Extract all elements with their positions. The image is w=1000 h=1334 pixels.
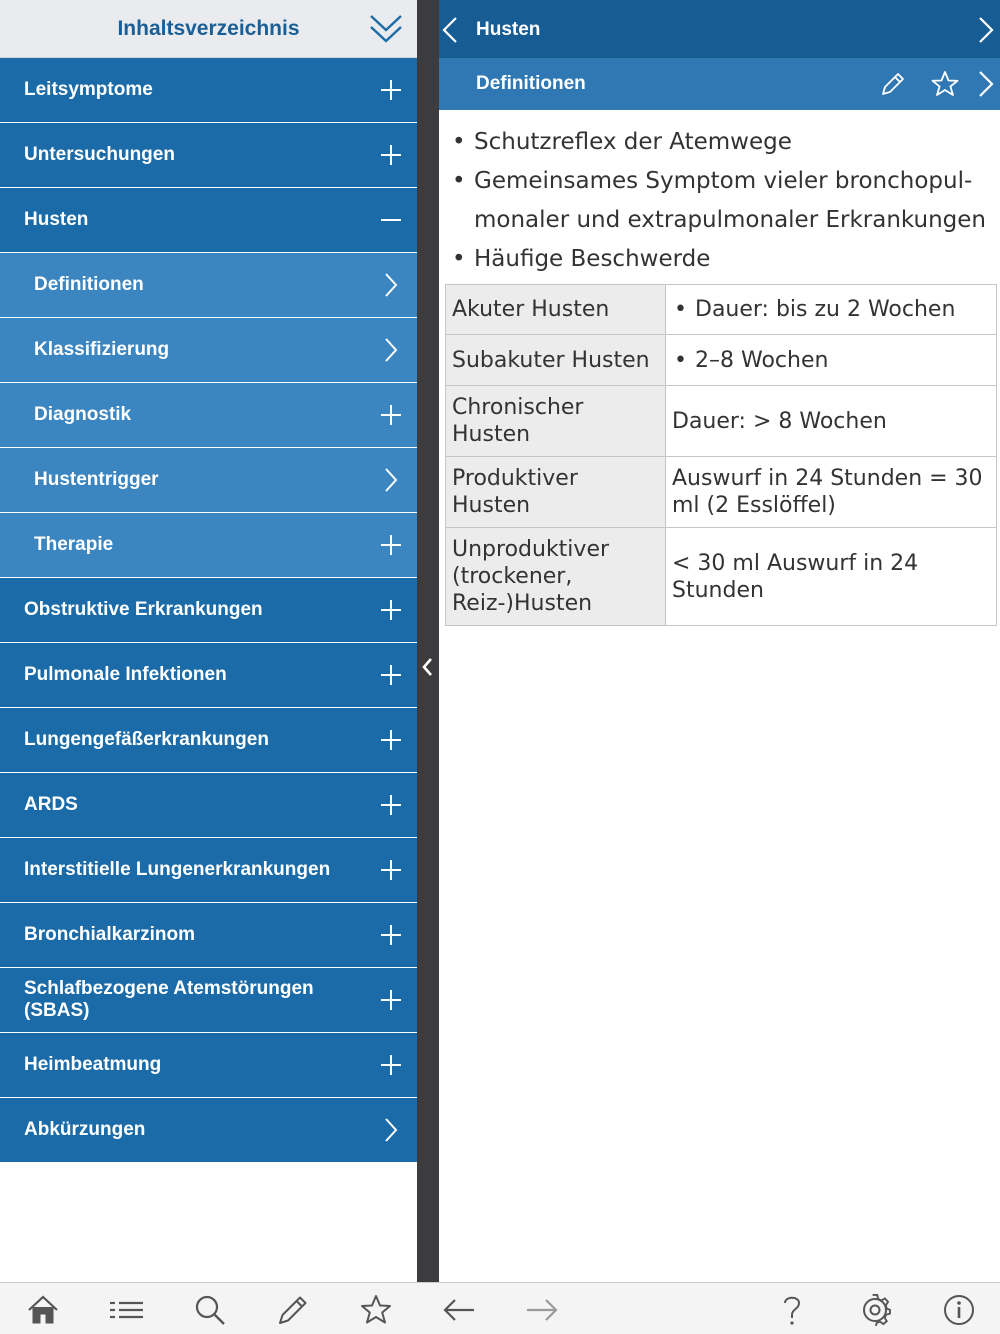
toc-item-label: ARDS (24, 794, 78, 815)
plus-icon[interactable] (376, 660, 406, 690)
table-value-cell: Auswurf in 24 Stunden = 30 ml (2 Esslöffel) (666, 457, 997, 528)
toc-item-label: Hustentrigger (34, 469, 159, 490)
toc-item-label: Definitionen (34, 274, 144, 295)
gear-icon[interactable] (858, 1293, 892, 1327)
toc-panel (0, 0, 417, 1282)
toc-item[interactable] (0, 838, 417, 902)
toc-item[interactable] (0, 448, 417, 512)
toc-item[interactable] (0, 188, 417, 252)
toc-item[interactable] (0, 123, 417, 187)
toc-item[interactable] (0, 58, 417, 122)
toc-item-label: Schlafbezogene Atemstörungen (SBAS) (24, 978, 314, 1021)
chevron-left-icon[interactable] (441, 16, 459, 44)
toc-item[interactable] (0, 968, 417, 1032)
chevron-right-icon[interactable] (376, 1115, 406, 1145)
help-icon[interactable] (775, 1293, 809, 1327)
toc-header (0, 0, 417, 58)
toc-title: Inhaltsverzeichnis (117, 17, 300, 40)
table-value-cell: • 2–8 Wochen (666, 335, 997, 386)
chevron-right-icon[interactable] (376, 335, 406, 365)
toc-item[interactable] (0, 318, 417, 382)
chevron-right-icon[interactable] (376, 270, 406, 300)
plus-icon[interactable] (376, 75, 406, 105)
toc-item-label: Pulmonale Infektionen (24, 664, 227, 685)
plus-icon[interactable] (376, 725, 406, 755)
minus-icon[interactable] (376, 205, 406, 235)
toc-item[interactable] (0, 383, 417, 447)
chevron-right-icon[interactable] (376, 465, 406, 495)
toc-item-label: Heimbeatmung (24, 1054, 162, 1075)
chevron-right-icon[interactable] (977, 70, 995, 98)
chevron-left-icon[interactable] (421, 656, 435, 678)
toc-item[interactable] (0, 773, 417, 837)
table-row (446, 285, 997, 335)
toc-item-label: Untersuchungen (24, 144, 175, 165)
plus-icon[interactable] (376, 855, 406, 885)
content-header (439, 0, 1000, 58)
panel-splitter[interactable] (417, 0, 439, 1282)
plus-icon[interactable] (376, 595, 406, 625)
toc-item[interactable] (0, 903, 417, 967)
plus-icon[interactable] (376, 920, 406, 950)
bottom-toolbar (0, 1282, 1000, 1334)
definition-bullet: • Häufige Beschwerde (452, 240, 992, 279)
plus-icon[interactable] (376, 790, 406, 820)
info-icon[interactable] (942, 1293, 976, 1327)
table-value-cell: Dauer: > 8 Wochen (666, 386, 997, 457)
definition-bullet: • Gemeinsames Symptom vieler bronchopul- monaler und extrapulmonaler Erkrankungen (452, 162, 992, 240)
list-icon[interactable] (109, 1293, 143, 1327)
toc-item[interactable] (0, 253, 417, 317)
content-title: Husten (476, 19, 541, 40)
table-term-cell: Chronischer Husten (446, 386, 666, 457)
arrow-right-icon[interactable] (525, 1293, 559, 1327)
section-title: Definitionen (476, 73, 586, 94)
plus-icon[interactable] (376, 400, 406, 430)
toc-item-label: Obstruktive Erkrankungen (24, 599, 263, 620)
plus-icon[interactable] (376, 140, 406, 170)
definition-bullet: • Schutzreflex der Atemwege (452, 123, 992, 162)
toc-item-label: Abkürzungen (24, 1119, 146, 1140)
pencil-icon[interactable] (276, 1293, 310, 1327)
star-icon[interactable] (359, 1293, 393, 1327)
plus-icon[interactable] (376, 530, 406, 560)
table-row (446, 457, 997, 528)
table-row (446, 386, 997, 457)
search-icon[interactable] (193, 1293, 227, 1327)
plus-icon[interactable] (376, 985, 406, 1015)
toc-item[interactable] (0, 708, 417, 772)
toc-item-label: Diagnostik (34, 404, 132, 425)
toc-item[interactable] (0, 578, 417, 642)
pencil-icon[interactable] (879, 70, 907, 98)
definition-table (445, 284, 997, 626)
toc-item-label: Husten (24, 209, 89, 230)
home-icon[interactable] (26, 1293, 60, 1327)
definition-bullets (452, 123, 992, 279)
table-term-cell: Produktiver Husten (446, 457, 666, 528)
toc-item-label: Lungengefäßerkrankungen (24, 729, 269, 750)
toc-item[interactable] (0, 1098, 417, 1162)
arrow-left-icon[interactable] (442, 1293, 476, 1327)
toc-item-label: Therapie (34, 534, 114, 555)
table-row (446, 528, 997, 626)
table-term-cell: Subakuter Husten (446, 335, 666, 386)
toc-item-label: Leitsymptome (24, 79, 153, 100)
content-panel (439, 0, 1000, 1282)
section-header (439, 58, 1000, 110)
toc-item-label: Bronchialkarzinom (24, 924, 196, 945)
table-term-cell: Unproduktiver (trockener, Reiz-)Husten (446, 528, 666, 626)
toc-item[interactable] (0, 643, 417, 707)
table-term-cell: Akuter Husten (446, 285, 666, 335)
table-row (446, 335, 997, 386)
table-value-cell: < 30 ml Auswurf in 24 Stunden (666, 528, 997, 626)
toc-item[interactable] (0, 513, 417, 577)
toc-item-label: Klassifizierung (34, 339, 170, 360)
toc-item-label: Interstitielle Lungenerkrankungen (24, 859, 331, 880)
chevron-right-icon[interactable] (977, 16, 995, 44)
double-chevron-down-icon[interactable] (368, 12, 404, 46)
toc-item[interactable] (0, 1033, 417, 1097)
plus-icon[interactable] (376, 1050, 406, 1080)
table-value-cell: • Dauer: bis zu 2 Wochen (666, 285, 997, 335)
star-icon[interactable] (930, 69, 960, 99)
